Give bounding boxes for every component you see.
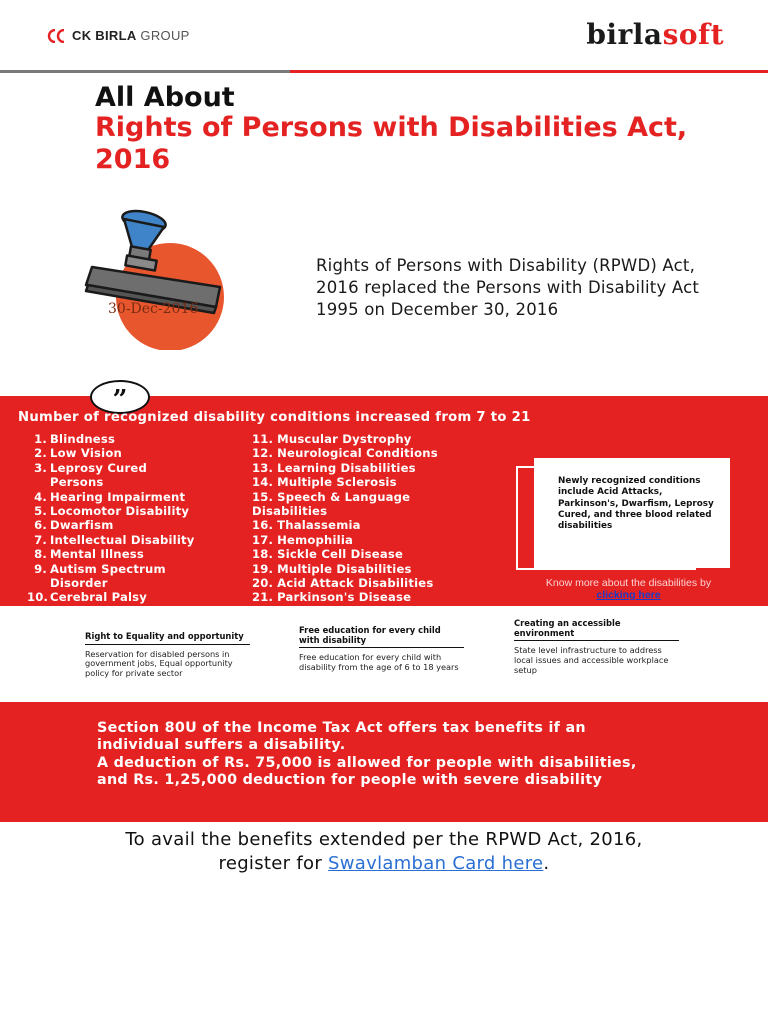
right-card-equality	[85, 632, 250, 679]
list-item: 11. Muscular Dystrophy	[252, 432, 412, 446]
know-more-text: Know more about the disabilities by	[545, 577, 712, 589]
cta-line-2: register for Swavlamban Card here.	[218, 853, 550, 874]
tax-line-2: A deduction of Rs. 75,000 is allowed for people with disabilities, and Rs. 1,25,000 deduction for people with severe disability	[97, 754, 637, 788]
divider	[299, 647, 464, 648]
stamp-date: 30-Dec-2016	[108, 301, 199, 317]
right-card-title: Creating an accessible environment	[514, 618, 621, 638]
list-item: 13. Learning Disabilities	[252, 460, 416, 475]
tax-text	[97, 720, 657, 789]
right-card-title: Free education for every child with disability	[299, 625, 441, 645]
right-card-body: Free education for every child with disability from the age of 6 to 18 years	[299, 652, 459, 672]
intro-text: Rights of Persons with Disability (RPWD) Act, 2016 replaced the Persons with Disability Act 1995 on December 30, 2016	[316, 256, 700, 319]
list-item: 12. Neurological Conditions	[252, 446, 438, 461]
quote-bubble-icon	[90, 380, 150, 414]
birlasoft-logo[interactable]: birlasoft	[586, 18, 724, 51]
list-item: 16. Thalassemia	[252, 518, 361, 533]
header-divider	[0, 70, 768, 73]
list-item: 8. Mental Illness	[34, 547, 145, 562]
page-title: Rights of Persons with Disabilities Act, 2016	[95, 112, 688, 175]
right-card-title: Right to Equality and opportunity	[85, 631, 244, 641]
page-header	[0, 0, 768, 72]
right-card-accessible-environment	[514, 619, 679, 675]
cta-line-1: To avail the benefits extended per the RPWD Act, 2016,	[125, 829, 643, 850]
tax-line-1: Section 80U of the Income Tax Act offers tax benefits if an individual suffers a disability.	[97, 720, 586, 754]
list-item: 6. Dwarfism	[34, 518, 114, 533]
list-item: 1. Blindness	[34, 432, 116, 446]
conditions-list-1	[27, 432, 242, 605]
ck-birla-mark-icon	[44, 29, 66, 43]
right-card-body: State level infrastructure to address local issues and accessible workplace setup	[514, 645, 669, 675]
right-card-education	[299, 626, 464, 673]
list-item: 10. Cerebral Palsy	[27, 590, 148, 605]
quote-glyph: ”	[112, 385, 128, 415]
list-item: 7. Intellectual Disability	[34, 532, 195, 547]
list-item: 5. Locomotor Disability	[34, 504, 190, 519]
ck-birla-group-logo[interactable]	[44, 28, 190, 43]
list-item: 18. Sickle Cell Disease	[252, 547, 404, 562]
list-item: 14. Multiple Sclerosis	[252, 475, 397, 490]
cta	[0, 828, 768, 876]
list-item: 3. Leprosy Cured Persons	[34, 460, 147, 490]
list-item: 2. Low Vision	[34, 446, 122, 461]
list-item: 20. Acid Attack Disabilities	[252, 576, 434, 591]
ck-birla-group-text: CK BIRLA GROUP	[72, 28, 190, 43]
list-item: 4. Hearing Impairment	[34, 489, 186, 504]
list-item: 19. Multiple Disabilities	[252, 561, 412, 576]
divider	[85, 644, 250, 645]
title-all-about: All About	[95, 82, 235, 113]
list-item: 9. Autism Spectrum Disorder	[34, 561, 166, 591]
clicking-here-link[interactable]: clicking here	[596, 589, 661, 601]
divider	[514, 640, 679, 641]
stamp-icon	[80, 205, 260, 350]
know-more	[516, 577, 741, 601]
swavlamban-card-link[interactable]: Swavlamban Card here	[328, 853, 544, 874]
note-text: Newly recognized conditions include Acid Attacks, Parkinson's, Dwarfism, Leprosy Cured, and three blood related disabilities	[558, 476, 714, 532]
list-item: 15. Speech & Language Disabilities	[252, 489, 411, 519]
right-card-body: Reservation for disabled persons in government jobs, Equal opportunity policy for private sector	[85, 648, 233, 679]
list-item: 21. Parkinson's Disease	[252, 590, 412, 605]
list-item: 17. Hemophilia	[252, 532, 354, 547]
conditions-list-2	[252, 432, 502, 605]
conditions-heading: Number of recognized disability conditions increased from 7 to 21	[18, 410, 531, 425]
